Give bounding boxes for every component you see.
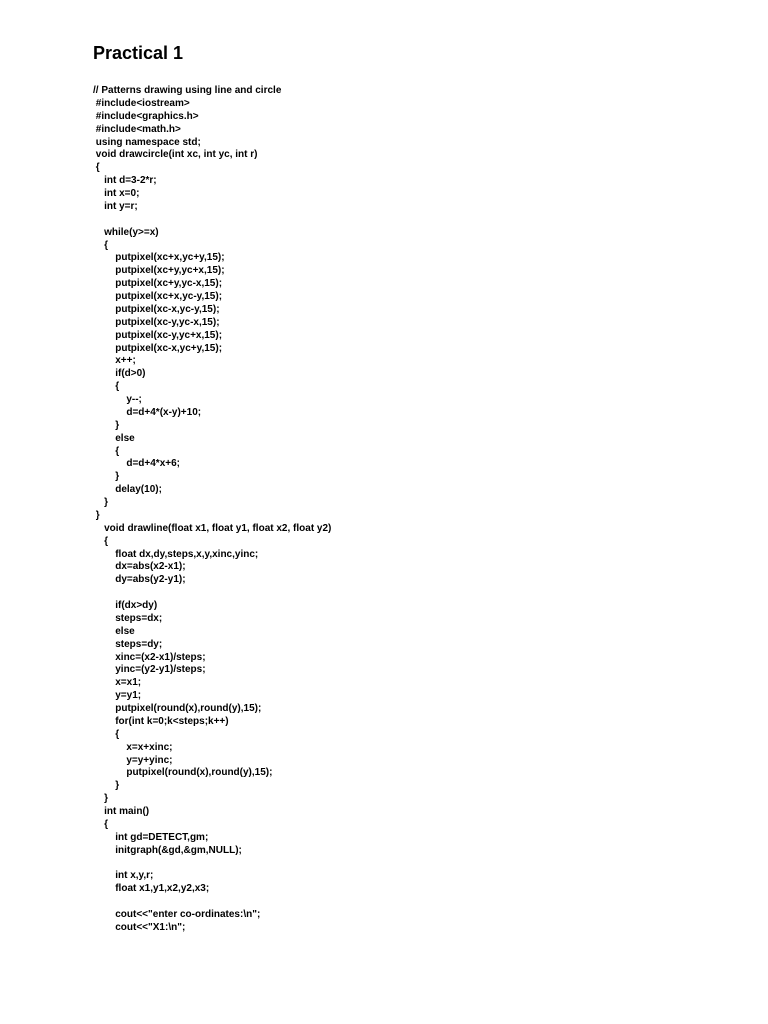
code-line: int d=3-2*r; [93,175,157,187]
code-line: { [93,445,120,457]
code-line: } [93,471,120,483]
code-line: } [93,497,109,508]
code-line [93,214,753,227]
code-line: cout<<"enter co-ordinates:\n"; [93,909,261,920]
code-line [93,858,753,871]
code-line: } [93,780,120,792]
code-line: putpixel(xc+y,yc+x,15); [93,265,225,277]
code-line: { [93,728,120,740]
code-line: steps=dy; [93,638,163,650]
code-line: } [93,419,120,431]
code-line: { [93,381,120,393]
code-line: y--; [93,394,142,405]
code-line: x=x1; [93,677,142,689]
code-line: #include<graphics.h> [93,110,199,122]
code-line: x++; [93,355,136,367]
code-line: float dx,dy,steps,x,y,xinc,yinc; [93,548,259,560]
code-listing [93,85,753,935]
code-line: { [93,535,109,547]
code-line: } [93,793,109,805]
code-line [93,896,753,909]
code-line: else [93,625,135,637]
page-title: Practical 1 [93,43,184,63]
code-line: using namespace std; [93,136,201,148]
code-line: int x,y,r; [93,870,154,882]
code-line: int main() [93,806,150,817]
code-line: putpixel(xc-y,yc-x,15); [93,316,220,328]
code-line: yinc=(y2-y1)/steps; [93,664,206,676]
code-line: putpixel(xc-y,yc+x,15); [93,329,223,341]
code-line: { [93,239,109,251]
code-line: void drawline(float x1, float y1, float x2, float y2) [93,522,332,534]
code-line [93,587,753,600]
code-line: dx=abs(x2-x1); [93,561,186,573]
code-line: while(y>=x) [93,226,159,238]
code-line: d=d+4*(x-y)+10; [93,406,202,418]
code-line: for(int k=0;k<steps;k++) [93,715,229,727]
code-line: void drawcircle(int xc, int yc, int r) [93,149,258,161]
code-line: d=d+4*x+6; [93,458,180,470]
code-line: } [93,509,100,521]
code-line: #include<math.h> [93,123,181,135]
code-line: putpixel(xc+x,yc-y,15); [93,291,223,302]
code-line: #include<iostream> [93,97,190,109]
code-line: int x=0; [93,188,140,199]
code-line: cout<<"X1:\n"; [93,921,186,933]
code-line: x=x+xinc; [93,741,173,753]
code-line: delay(10); [93,484,162,496]
code-line: else [93,432,135,444]
code-line: int y=r; [93,200,138,212]
code-line: float x1,y1,x2,y2,x3; [93,883,210,895]
code-line: { [93,162,100,174]
code-line: { [93,818,109,830]
code-line: putpixel(xc+x,yc+y,15); [93,252,225,264]
code-line: if(d>0) [93,368,146,380]
code-line: steps=dx; [93,612,163,624]
code-line: y=y+yinc; [93,754,173,766]
code-line: y=y1; [93,690,142,702]
code-line: int gd=DETECT,gm; [93,831,209,843]
code-line: putpixel(round(x),round(y),15); [93,703,262,714]
code-line: // Patterns drawing using line and circle [93,85,282,96]
code-line: xinc=(x2-x1)/steps; [93,651,206,663]
code-line: dy=abs(y2-y1); [93,574,186,586]
code-line: putpixel(xc-x,yc-y,15); [93,303,220,315]
code-line: putpixel(xc-x,yc+y,15); [93,342,223,354]
code-line: if(dx>dy) [93,600,158,611]
code-line: initgraph(&gd,&gm,NULL); [93,844,242,856]
code-line: putpixel(xc+y,yc-x,15); [93,278,223,290]
code-line: putpixel(round(x),round(y),15); [93,767,273,779]
